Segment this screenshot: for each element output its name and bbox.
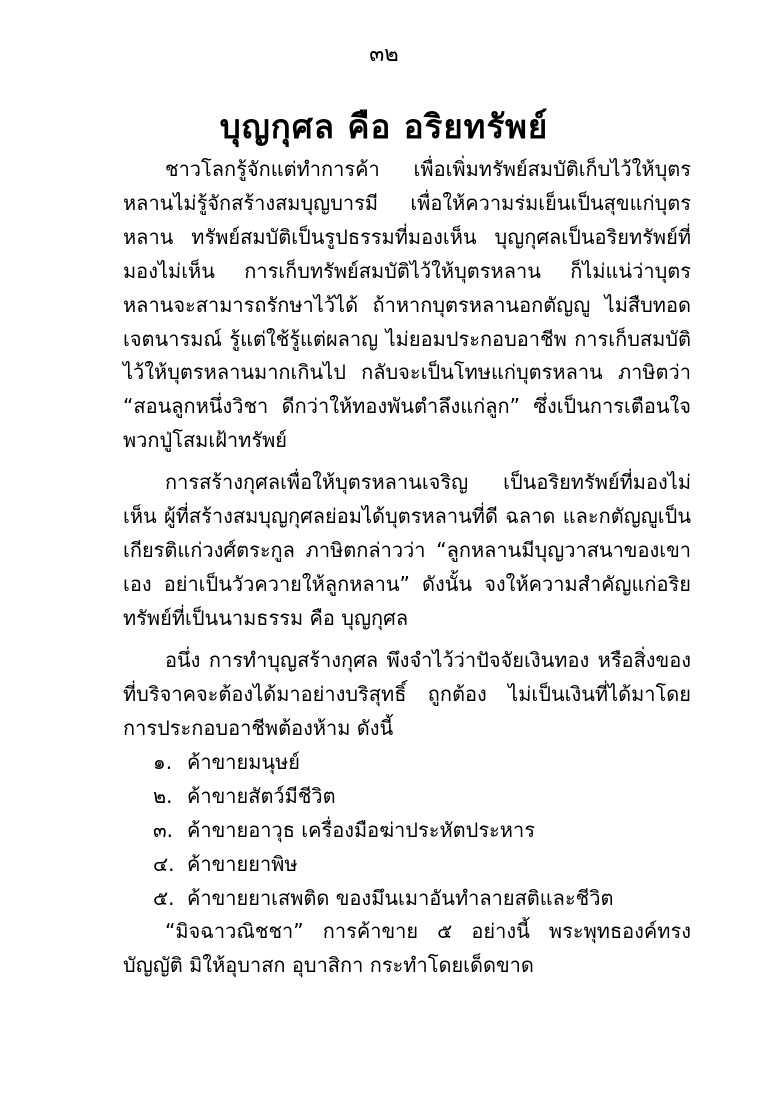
list-item-number: ๒.: [153, 784, 173, 809]
list-item: [123, 881, 691, 915]
list-item: [123, 745, 691, 779]
closing-paragraph: “มิจฉาวณิชชา” การค้าขาย ๕ อย่างนี้ พระพุทธองค์ทรงบัญญัติ มิให้อุบาสก อุบาสิกา กระทำโดยเด็ดขาด: [123, 919, 691, 978]
body-text: [123, 153, 691, 983]
paragraph-2: การสร้างกุศลเพื่อให้บุตรหลานเจริญ เป็นอริยทรัพย์ที่มองไม่เห็น ผู้ที่สร้างสมบุญกุศลย่อมได้บุตรหลานที่ดี ฉลาด และกตัญญูเป็นเกียรติแก่วงศ์ตระกูล ภาษิตกล่าวว่า “ลูกหลานมีบุญวาสนาของเขาเอง อย่าเป็นวัวควายให้ลูกหลาน” ดังนั้น จงให้ความสำคัญแก่อริยทรัพย์ที่เป็นนามธรรม คือ บุญกุศล: [123, 470, 691, 630]
list-item-text: ค้าขายมนุษย์: [187, 750, 300, 775]
list-item-number: ๓.: [153, 818, 174, 843]
list-item-text: ค้าขายยาพิษ: [187, 852, 298, 877]
list-item-text: ค้าขายยาเสพติด ของมึนเมาอันทำลายสติและชีวิต: [187, 886, 614, 911]
list-item: [123, 813, 691, 847]
list-item-text: ค้าขายสัตว์มีชีวิต: [187, 784, 336, 809]
list-item: [123, 779, 691, 813]
paragraph-1: ชาวโลกรู้จักแต่ทำการค้า เพื่อเพิ่มทรัพย์สมบัติเก็บไว้ให้บุตรหลานไม่รู้จักสร้างสมบุญบารมี เพื่อให้ความร่มเย็นเป็นสุขแก่บุตรหลาน ทรัพย์สมบัติเป็นรูปธรรมที่มองเห็น บุญกุศลเป็นอริยทรัพย์ที่มองไม่เห็น การเก็บทรัพย์สมบัติไว้ให้บุตรหลาน ก็ไม่แน่ว่าบุตรหลานจะสามารถรักษาไว้ได้ ถ้าหากบุตรหลานอกตัญญู ไม่สืบทอดเจตนารมณ์ รู้แต่ใช้รู้แต่ผลาญ ไม่ยอมประกอบอาชีพ การเก็บสมบัติไว้ให้บุตรหลานมากเกินไป กลับจะเป็นโทษแก่บุตรหลาน ภาษิตว่า “สอนลูกหนึ่งวิชา ดีกว่าให้ทองพันตำลึงแก่ลูก” ซึ่งเป็นการเตือนใจพวกปู่โสมเฝ้าทรัพย์: [123, 157, 691, 453]
page-title: บุญกุศล คือ อริยทรัพย์: [219, 107, 549, 146]
list-item-number: ๑.: [153, 750, 173, 775]
list-item: [123, 847, 691, 881]
list-item-text: ค้าขายอาวุธ เครื่องมือฆ่าประหัตประหาร: [187, 818, 535, 843]
paragraph-3: อนึ่ง การทำบุญสร้างกุศล พึงจำไว้ว่าปัจจัยเงินทอง หรือสิ่งของที่บริจาคจะต้องได้มาอย่างบริสุทธิ์ ถูกต้อง ไม่เป็นเงินที่ได้มาโดยการประกอบอาชีพต้องห้าม ดังนี้: [123, 647, 691, 740]
page-number: ๓๒: [369, 42, 399, 67]
list-item-number: ๔.: [153, 852, 175, 877]
list-item-number: ๕.: [153, 886, 175, 911]
prohibited-trades-list: [123, 745, 691, 915]
